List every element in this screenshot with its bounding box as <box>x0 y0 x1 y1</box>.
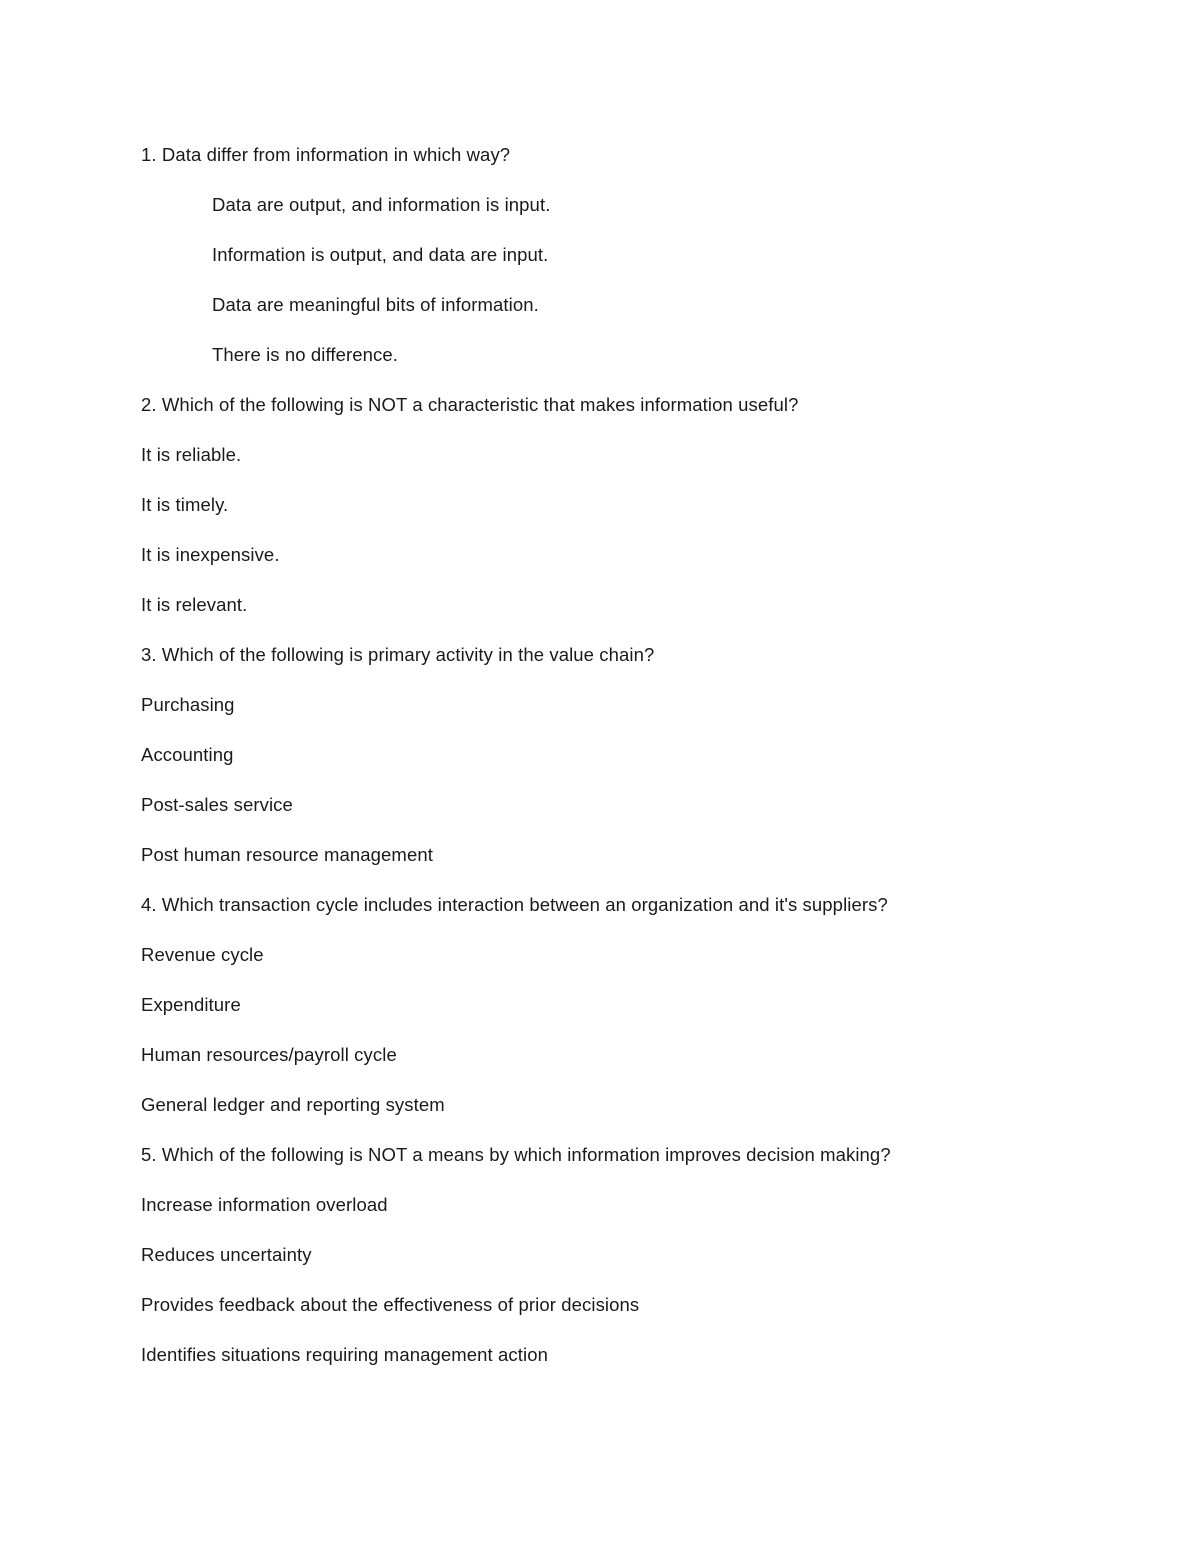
question-1-option-1: Data are output, and information is input. <box>212 194 551 215</box>
question-1-option-3: Data are meaningful bits of information. <box>212 294 539 315</box>
question-5-option-1: Increase information overload <box>141 1194 388 1215</box>
question-1-option-4: There is no difference. <box>212 344 399 365</box>
question-list <box>141 139 1101 1389</box>
question-3-option-4: Post human resource management <box>141 844 433 865</box>
question-3: 3. Which of the following is primary activity in the value chain? <box>141 644 655 665</box>
question-2: 2. Which of the following is NOT a characteristic that makes information useful? <box>141 394 799 415</box>
question-5-option-3: Provides feedback about the effectiveness of prior decisions <box>141 1294 640 1315</box>
question-2-option-3: It is inexpensive. <box>141 544 280 565</box>
question-5: 5. Which of the following is NOT a means by which information improves decision making? <box>141 1144 891 1165</box>
question-4-option-4: General ledger and reporting system <box>141 1094 445 1115</box>
question-2-option-4: It is relevant. <box>141 594 248 615</box>
question-1: 1. Data differ from information in which way? <box>141 144 511 165</box>
question-4-option-1: Revenue cycle <box>141 944 264 965</box>
question-4-option-3: Human resources/payroll cycle <box>141 1044 397 1065</box>
question-3-option-3: Post-sales service <box>141 794 293 815</box>
question-5-option-2: Reduces uncertainty <box>141 1244 312 1265</box>
question-5-option-4: Identifies situations requiring management action <box>141 1344 548 1365</box>
question-1-option-2: Information is output, and data are input. <box>212 244 549 265</box>
question-2-option-1: It is reliable. <box>141 444 242 465</box>
question-4-option-2: Expenditure <box>141 994 241 1015</box>
question-4: 4. Which transaction cycle includes interaction between an organization and it's suppliers? <box>141 894 888 915</box>
question-3-option-1: Purchasing <box>141 694 235 715</box>
question-3-option-2: Accounting <box>141 744 234 765</box>
question-2-option-2: It is timely. <box>141 494 229 515</box>
